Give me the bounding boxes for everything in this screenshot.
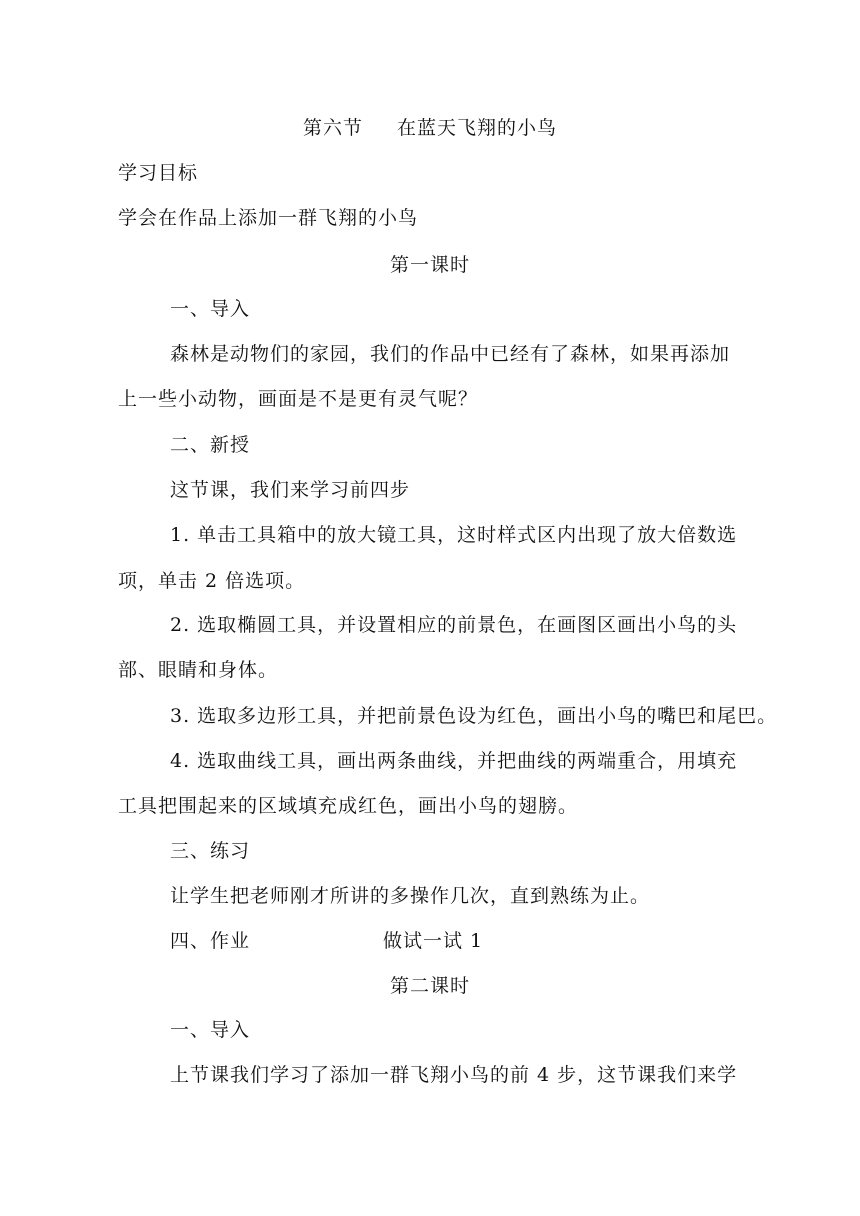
- objective-heading: 学习目标: [118, 162, 199, 184]
- section-title: [0, 115, 860, 141]
- section-name: 在蓝天飞翔的小鸟: [397, 117, 558, 139]
- lesson1-intro-line2: 上一些小动物，画面是不是更有灵气呢？: [118, 388, 479, 410]
- lesson1-intro-heading: 一、导入: [170, 298, 251, 320]
- step2-line1: 2. 选取椭圆工具，并设置相应的前景色，在画图区画出小鸟的头: [170, 614, 738, 636]
- step1-line1: 1. 单击工具箱中的放大镜工具，这时样式区内出现了放大倍数选: [170, 524, 738, 546]
- objective-text: 学会在作品上添加一群飞翔的小鸟: [118, 207, 419, 229]
- homework-heading: 四、作业: [170, 930, 251, 952]
- practice-heading: 三、练习: [170, 840, 251, 862]
- step4-line1: 4. 选取曲线工具，画出两条曲线，并把曲线的两端重合，用填充: [170, 750, 738, 772]
- lesson1-new-heading: 二、新授: [170, 434, 251, 456]
- section-number: 第六节: [302, 117, 363, 139]
- step1-line2: 项，单击 2 倍选项。: [118, 570, 306, 592]
- lesson2-intro-heading: 一、导入: [170, 1019, 251, 1041]
- lesson2-intro-line1: 上节课我们学习了添加一群飞翔小鸟的前 4 步，这节课我们来学: [170, 1064, 738, 1086]
- lesson2-heading: 第二课时: [389, 975, 470, 997]
- lesson1-new-text: 这节课，我们来学习前四步: [170, 479, 411, 501]
- homework-text: 做试一试 1: [383, 930, 484, 952]
- lesson1-heading: 第一课时: [389, 254, 470, 276]
- step2-line2: 部、眼睛和身体。: [118, 659, 279, 681]
- practice-text: 让学生把老师刚才所讲的多操作几次，直到熟练为止。: [170, 885, 651, 907]
- step3: 3. 选取多边形工具，并把前景色设为红色，画出小鸟的嘴巴和尾巴。: [170, 705, 778, 727]
- step4-line2: 工具把围起来的区域填充成红色，画出小鸟的翅膀。: [118, 795, 579, 817]
- lesson1-intro-line1: 森林是动物们的家园，我们的作品中已经有了森林，如果再添加: [170, 343, 731, 365]
